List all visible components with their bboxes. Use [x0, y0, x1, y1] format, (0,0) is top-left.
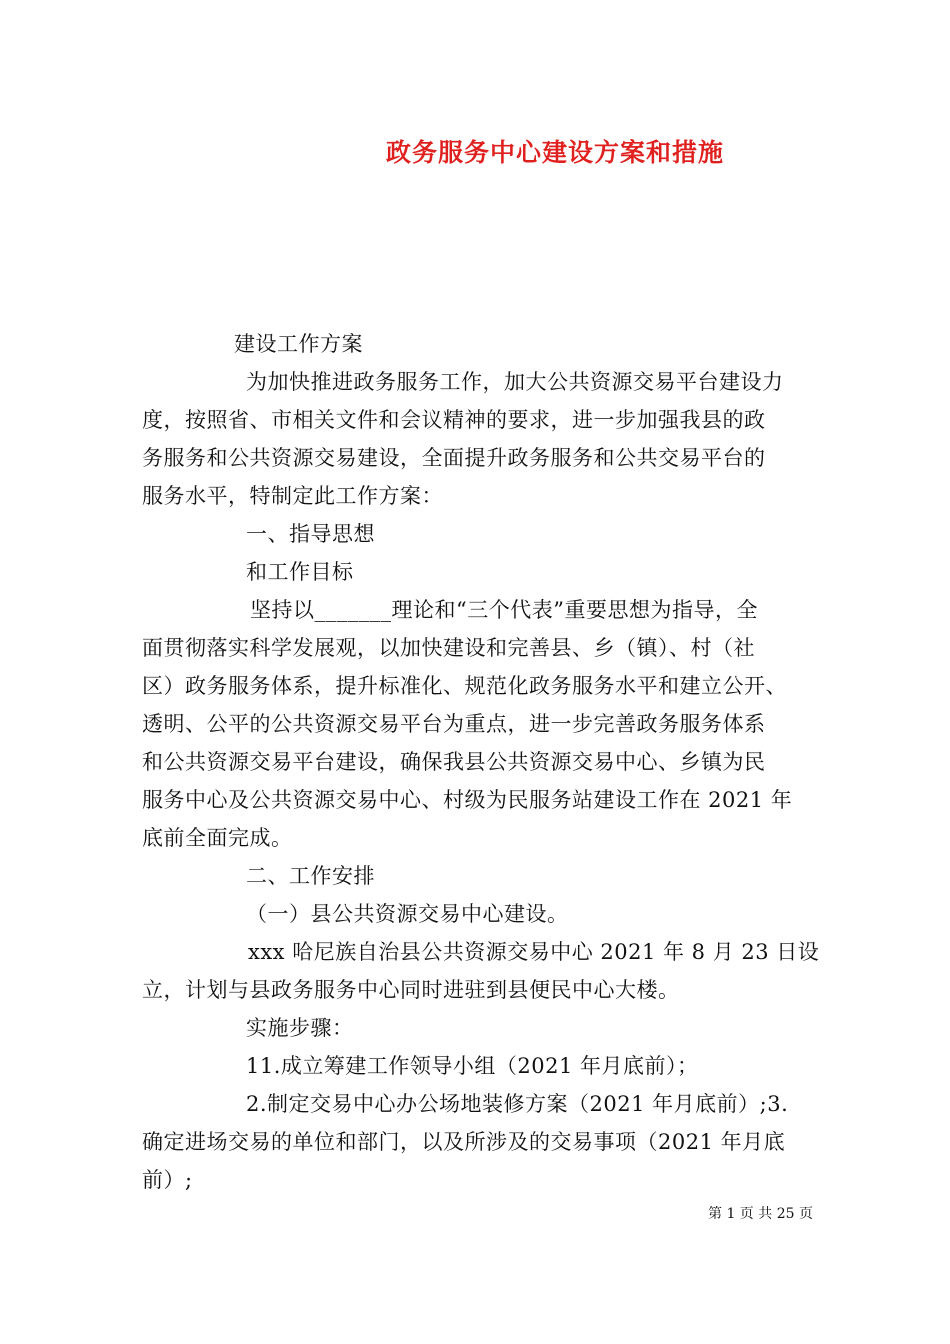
paragraph-line: 区）政务服务体系，提升标准化、规范化政务服务水平和建立公开、 [142, 674, 787, 698]
document-title: 政务服务中心建设方案和措施 [385, 138, 724, 167]
subsection-heading: （一）县公共资源交易中心建设。 [246, 902, 569, 926]
list-item: 2.制定交易中心办公场地装修方案（2021 年月底前）;3. [246, 1092, 789, 1116]
paragraph-line: 立，计划与县政务服务中心同时进驻到县便民中心大楼。 [142, 978, 680, 1002]
paragraph-line: 服务水平，特制定此工作方案： [142, 484, 443, 508]
paragraph-line: 实施步骤： [246, 1016, 354, 1040]
paragraph-line: 度，按照省、市相关文件和会议精神的要求，进一步加强我县的政 [142, 408, 766, 432]
paragraph-line: 底前全面完成。 [142, 826, 293, 850]
page-number: 第 1 页 共 25 页 [708, 1206, 813, 1222]
paragraph-line: xxx 哈尼族自治县公共资源交易中心 2021 年 8 月 23 日设 [248, 940, 820, 964]
paragraph-line: 坚持以_______理论和“三个代表”重要思想为指导，全 [250, 598, 758, 622]
paragraph-line: 为加快推进政务服务工作，加大公共资源交易平台建设力 [246, 370, 784, 394]
section-heading: 建设工作方案 [234, 332, 363, 356]
paragraph-line: 和公共资源交易平台建设，确保我县公共资源交易中心、乡镇为民 [142, 750, 766, 774]
paragraph-line: 服务中心及公共资源交易中心、村级为民服务站建设工作在 2021 年 [142, 788, 793, 812]
section-heading: 和工作目标 [246, 560, 354, 584]
list-item: 11.成立筹建工作领导小组（2021 年月底前）； [246, 1054, 699, 1078]
list-item: 确定进场交易的单位和部门，以及所涉及的交易事项（2021 年月底 [142, 1130, 786, 1154]
section-heading: 一、指导思想 [246, 522, 375, 546]
paragraph-line: 面贯彻落实科学发展观，以加快建设和完善县、乡（镇）、村（社 [142, 636, 755, 660]
list-item: 前）; [142, 1168, 193, 1192]
paragraph-line: 务服务和公共资源交易建设，全面提升政务服务和公共交易平台的 [142, 446, 766, 470]
section-heading: 二、工作安排 [246, 864, 375, 888]
paragraph-line: 透明、公平的公共资源交易平台为重点，进一步完善政务服务体系 [142, 712, 766, 736]
